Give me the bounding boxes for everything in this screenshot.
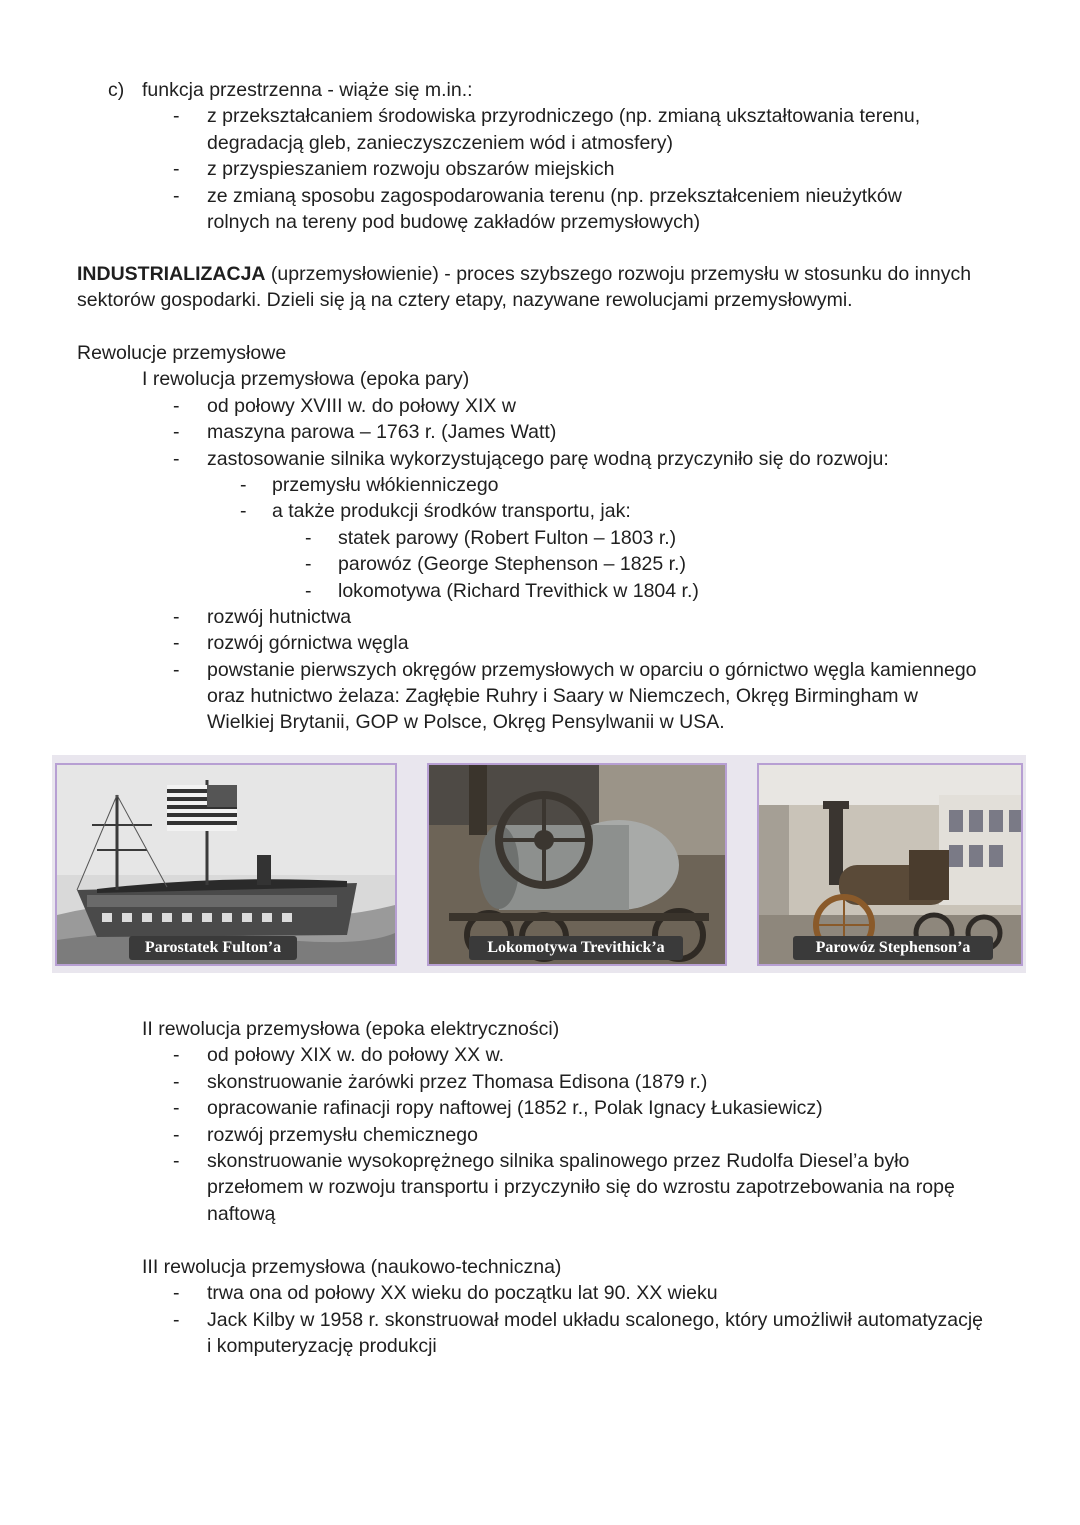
list-item: - rozwój hutnictwa xyxy=(173,605,352,628)
list-item: - powstanie pierwszych okręgów przemysłowych w oparciu o górnictwo węgla kamiennego xyxy=(173,658,977,681)
section-c-heading xyxy=(0,77,1080,103)
sub-list-item: - a także produkcji środków transportu, jak: xyxy=(240,500,631,523)
list-item-continuation: Wielkiej Brytanii, GOP w Polsce, Okręg Pensylwanii w USA. xyxy=(207,711,725,734)
list-item: - maszyna parowa – 1763 r. (James Watt) xyxy=(173,421,557,444)
revolutions-heading: Rewolucje przemysłowe xyxy=(77,342,287,364)
revolutions-section xyxy=(0,340,1080,736)
section-c xyxy=(0,77,1080,235)
list-item: - rozwój górnictwa węgla xyxy=(173,632,409,655)
sub-list-item: - przemysłu włókienniczego xyxy=(240,473,499,496)
rev3-title: III rewolucja przemysłowa (naukowo-techniczna) xyxy=(142,1256,562,1278)
list-item-continuation: przełomem w rozwoju transportu i przyczyniło się do wzrostu zapotrzebowania na ropę xyxy=(207,1176,955,1199)
list-item: - opracowanie rafinacji ropy naftowej (1852 r., Polak Ignacy Łukasiewicz) xyxy=(173,1097,823,1120)
list-item: - z przekształcaniem środowiska przyrodniczego (np. zmianą ukształtowania terenu, xyxy=(173,105,921,128)
list-item-continuation: rolnych na tereny pod budowę zakładów przemysłowych) xyxy=(207,210,701,233)
list-item: - Jack Kilby w 1958 r. skonstruował model układu scalonego, który umożliwił automatyzację xyxy=(173,1308,984,1331)
photo-fulton-steamboat xyxy=(55,763,397,966)
rev2-title: II rewolucja przemysłowa (epoka elektryczności) xyxy=(142,1018,560,1040)
sub-sub-list-item: - parowóz (George Stephenson – 1825 r.) xyxy=(305,553,686,576)
caption-stephenson: Parowóz Stephenson’a xyxy=(793,936,993,960)
photo-trevithick-locomotive xyxy=(427,763,727,966)
locomotive-image xyxy=(429,765,725,964)
steamboat-image xyxy=(57,765,395,964)
list-item-continuation: naftową xyxy=(207,1202,276,1225)
list-item: - trwa ona od połowy XX wieku do początku lat 90. XX wieku xyxy=(173,1282,718,1305)
list-item: - ze zmianą sposobu zagospodarowania terenu (np. przekształceniem nieużytków xyxy=(173,184,902,207)
rev3-section xyxy=(0,1254,1080,1360)
caption-trevithick: Lokomotywa Trevithick’a xyxy=(469,936,683,960)
list-item: - od połowy XIX w. do połowy XX w. xyxy=(173,1044,504,1067)
list-item: - z przyspieszaniem rozwoju obszarów miejskich xyxy=(173,158,615,181)
list-item: - zastosowanie silnika wykorzystującego parę wodną przyczyniło się do rozwoju: xyxy=(173,447,889,470)
section-c-label: c) xyxy=(108,79,125,101)
term-industrialization: INDUSTRIALIZACJA xyxy=(77,263,266,285)
list-item-continuation: degradacją gleb, zanieczyszczeniem wód i atmosfery) xyxy=(207,131,674,154)
list-item: - rozwój przemysłu chemicznego xyxy=(173,1123,478,1146)
rev2-section xyxy=(0,1016,1080,1227)
list-item: - skonstruowanie żarówki przez Thomasa Edisona (1879 r.) xyxy=(173,1070,708,1093)
section-c-heading-text: funkcja przestrzenna - wiąże się m.in.: xyxy=(142,79,473,101)
rev1-title: I rewolucja przemysłowa (epoka pary) xyxy=(142,368,470,391)
sub-sub-list-item: - lokomotywa (Richard Trevithick w 1804 r.) xyxy=(305,579,699,602)
photo-stephenson-locomotive xyxy=(757,763,1023,966)
list-item: - skonstruowanie wysokoprężnego silnika spalinowego przez Rudolfa Diesel’a było xyxy=(173,1149,910,1172)
industrialization-definition: INDUSTRIALIZACJA (uprzemysłowienie) - proces szybszego rozwoju przemysłu w stosunku do innych sektorów gospodarki. Dzieli się ją na cztery etapy, nazywane rewolucjami przemysłowymi. xyxy=(77,263,972,312)
list-item-continuation: oraz hutnictwo żelaza: Zagłębie Ruhry i Saary w Niemczech, Okręg Birmingham w xyxy=(207,685,918,708)
rocket-image xyxy=(759,765,1021,964)
image-strip xyxy=(52,755,1026,973)
list-item-continuation: i komputeryzację produkcji xyxy=(207,1335,437,1358)
sub-sub-list-item: - statek parowy (Robert Fulton – 1803 r.) xyxy=(305,526,677,549)
list-item: - od połowy XVIII w. do połowy XIX w xyxy=(173,394,516,417)
caption-fulton: Parostatek Fulton’a xyxy=(129,936,297,960)
